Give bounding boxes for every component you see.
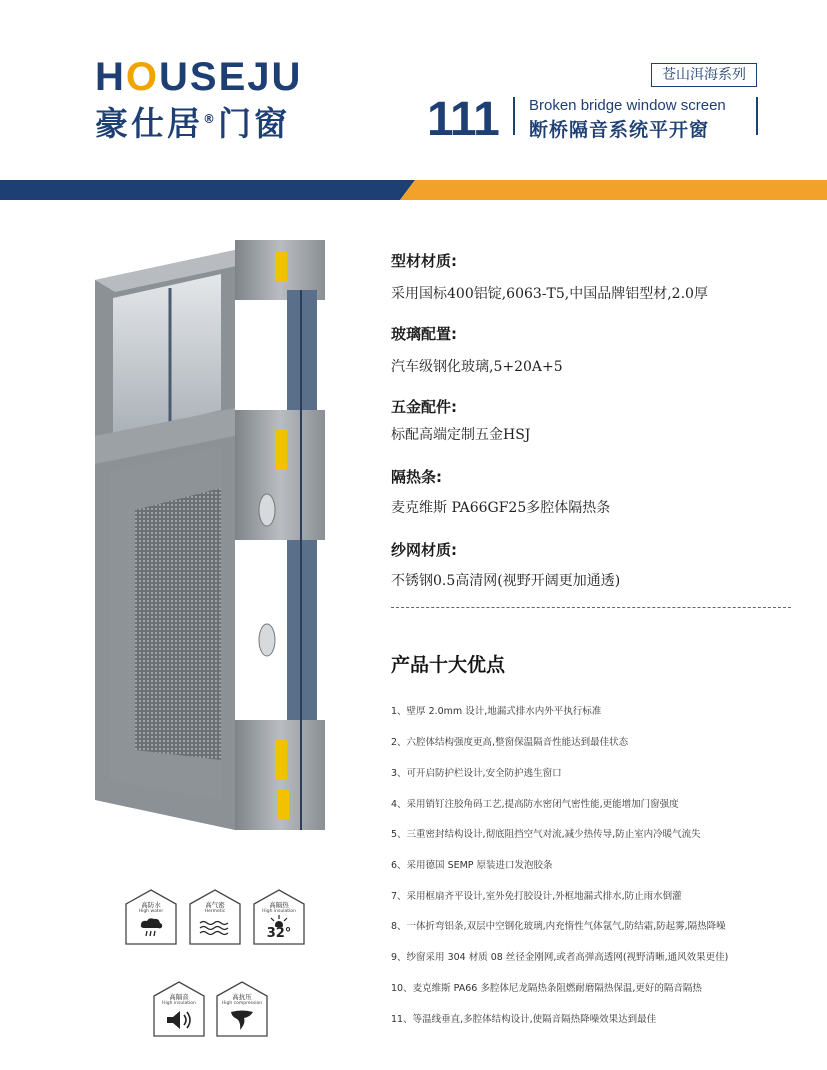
product-title-en: Broken bridge window screen bbox=[529, 97, 726, 114]
advantage-item: 8、一体折弯铝条,双层中空钢化玻璃,内充惰性气体氩气,防结霜,防起雾,隔热降噪 bbox=[391, 921, 726, 932]
rain-cloud-icon bbox=[139, 916, 163, 938]
speaker-icon bbox=[165, 1009, 193, 1031]
product-number: 111 bbox=[427, 93, 499, 146]
window-section-image bbox=[95, 240, 335, 840]
badge-airtight: 高气密 Hermetic bbox=[186, 888, 244, 946]
spec-text: 采用国标400铝锭,6063-T5,中国品牌铝型材,2.0厚 bbox=[391, 286, 708, 302]
spec-label: 隔热条: bbox=[391, 468, 442, 486]
series-badge: 苍山洱海系列 bbox=[651, 63, 757, 87]
advantage-item: 11、等温线垂直,多腔体结构设计,使隔音隔热降噪效果达到最佳 bbox=[391, 1014, 657, 1025]
spec-text: 标配高端定制五金HSJ bbox=[391, 427, 531, 443]
tornado-icon bbox=[230, 1009, 254, 1031]
spec-text: 不锈钢0.5高清网(视野开阔更加通透) bbox=[391, 573, 621, 589]
divider bbox=[756, 97, 758, 135]
brand-logo-cn: 豪仕居®门窗 bbox=[95, 104, 290, 143]
advantage-item: 5、三重密封结构设计,彻底阻挡空气对流,减少热传导,防止室内冷暖气流失 bbox=[391, 829, 701, 840]
advantages-title: 产品十大优点 bbox=[391, 654, 506, 676]
temperature-value: 32° bbox=[266, 926, 292, 941]
advantage-item: 1、壁厚 2.0mm 设计,地漏式排水内外平执行标准 bbox=[391, 706, 602, 717]
product-title-cn: 断桥隔音系统平开窗 bbox=[529, 119, 710, 141]
advantage-item: 3、可开启防护栏设计,安全防护逃生窗口 bbox=[391, 768, 562, 779]
divider bbox=[513, 97, 515, 135]
brand-logo-en: HOUSEJU bbox=[95, 55, 303, 99]
advantage-item: 10、麦克维斯 PA66 多腔体尼龙隔热条阻燃耐磨隔热保温,更好的隔音隔热 bbox=[391, 983, 702, 994]
advantage-item: 7、采用框扇齐平设计,室外免打胶设计,外框地漏式排水,防止雨水倒灌 bbox=[391, 891, 682, 902]
advantage-item: 2、六腔体结构强度更高,整窗保温隔音性能达到最佳状态 bbox=[391, 737, 629, 748]
badge-sound-insulation: 高隔音 High insulation bbox=[150, 980, 208, 1038]
spec-label: 玻璃配置: bbox=[391, 325, 457, 343]
dashed-divider bbox=[391, 607, 791, 608]
spec-text: 麦克维斯 PA66GF25多腔体隔热条 bbox=[391, 500, 611, 516]
spec-label: 纱网材质: bbox=[391, 541, 457, 559]
advantage-item: 9、纱窗采用 304 材质 08 丝径金刚网,或者高弹高透网(视野清晰,通风效果更佳) bbox=[391, 952, 729, 963]
badge-compression: 高抗压 High compression bbox=[213, 980, 271, 1038]
wave-icon bbox=[199, 920, 231, 936]
badge-heat-insulation: 高隔热 High insulation 32° bbox=[250, 888, 308, 946]
badge-waterproof: 高防水 High water bbox=[122, 888, 180, 946]
advantage-item: 4、采用销钉注胶角码工艺,提高防水密闭气密性能,更能增加门窗强度 bbox=[391, 799, 679, 810]
spec-text: 汽车级钢化玻璃,5+20A+5 bbox=[391, 359, 563, 375]
header-band bbox=[0, 180, 827, 200]
spec-label: 型材材质: bbox=[391, 252, 457, 270]
spec-label: 五金配件: bbox=[391, 398, 457, 416]
advantage-item: 6、采用德国 SEMP 原装进口发泡胶条 bbox=[391, 860, 553, 871]
